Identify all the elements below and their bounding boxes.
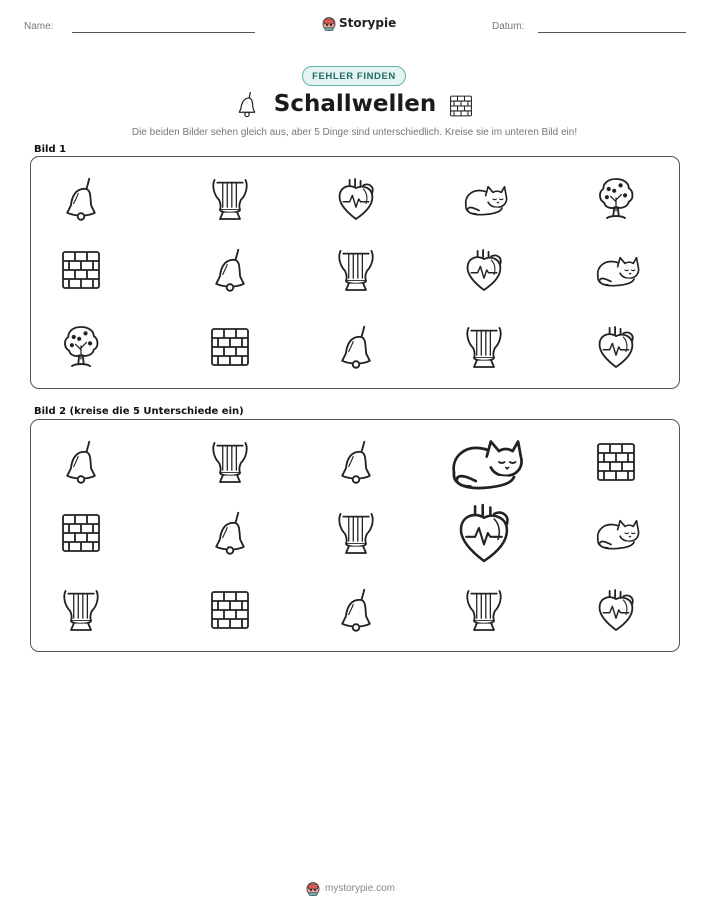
bell-icon[interactable] [61,439,101,485]
lyre-icon[interactable] [464,587,504,633]
date-field[interactable] [538,32,686,33]
bell-icon[interactable] [210,510,250,556]
lyre-icon[interactable] [61,587,101,633]
cat-icon[interactable] [593,514,639,552]
heart-icon [336,176,376,222]
heart-icon [464,247,504,293]
page-title: Schallwellen [273,91,437,117]
bell-icon [236,90,258,118]
cat-icon[interactable] [444,432,524,492]
name-label: Name: [24,21,54,32]
brick-wall-icon [449,95,473,117]
brick-wall-icon[interactable] [596,439,636,485]
bell-icon [210,247,250,293]
brick-wall-icon [210,324,250,370]
bell-icon[interactable] [336,439,376,485]
lyre-icon [336,247,376,293]
cat-icon [593,251,639,289]
brick-wall-icon[interactable] [61,510,101,556]
heart-icon [596,324,636,370]
lyre-icon [210,176,250,222]
picture1-panel [30,156,680,389]
bell-icon[interactable] [336,587,376,633]
tree-icon [596,176,636,222]
storypie-mascot-icon [306,880,320,896]
activity-badge: FEHLER FINDEN [302,66,406,86]
picture1-label: Bild 1 [34,144,67,155]
brick-wall-icon[interactable] [210,587,250,633]
heart-icon[interactable] [456,500,512,566]
lyre-icon[interactable] [336,510,376,556]
lyre-icon [464,324,504,370]
storypie-mascot-icon [322,15,336,31]
bell-icon [61,176,101,222]
instructions: Die beiden Bilder sehen gleich aus, aber 5 Dinge sind unterschiedlich. Kreise sie im unteren Bild ein! [131,127,578,138]
bell-icon [336,324,376,370]
brand-name: Storypie [339,16,397,30]
picture2-label: Bild 2 (kreise die 5 Unterschiede ein) [34,406,244,417]
footer-url[interactable]: mystorypie.com [325,882,396,894]
date-label: Datum: [492,21,525,32]
brick-wall-icon [61,247,101,293]
heart-icon[interactable] [596,587,636,633]
footer [306,880,395,896]
brand-logo [322,13,396,33]
name-field[interactable] [72,32,255,33]
cat-icon [461,180,507,218]
tree-icon [61,324,101,370]
lyre-icon[interactable] [210,439,250,485]
picture2-panel[interactable] [30,419,680,652]
